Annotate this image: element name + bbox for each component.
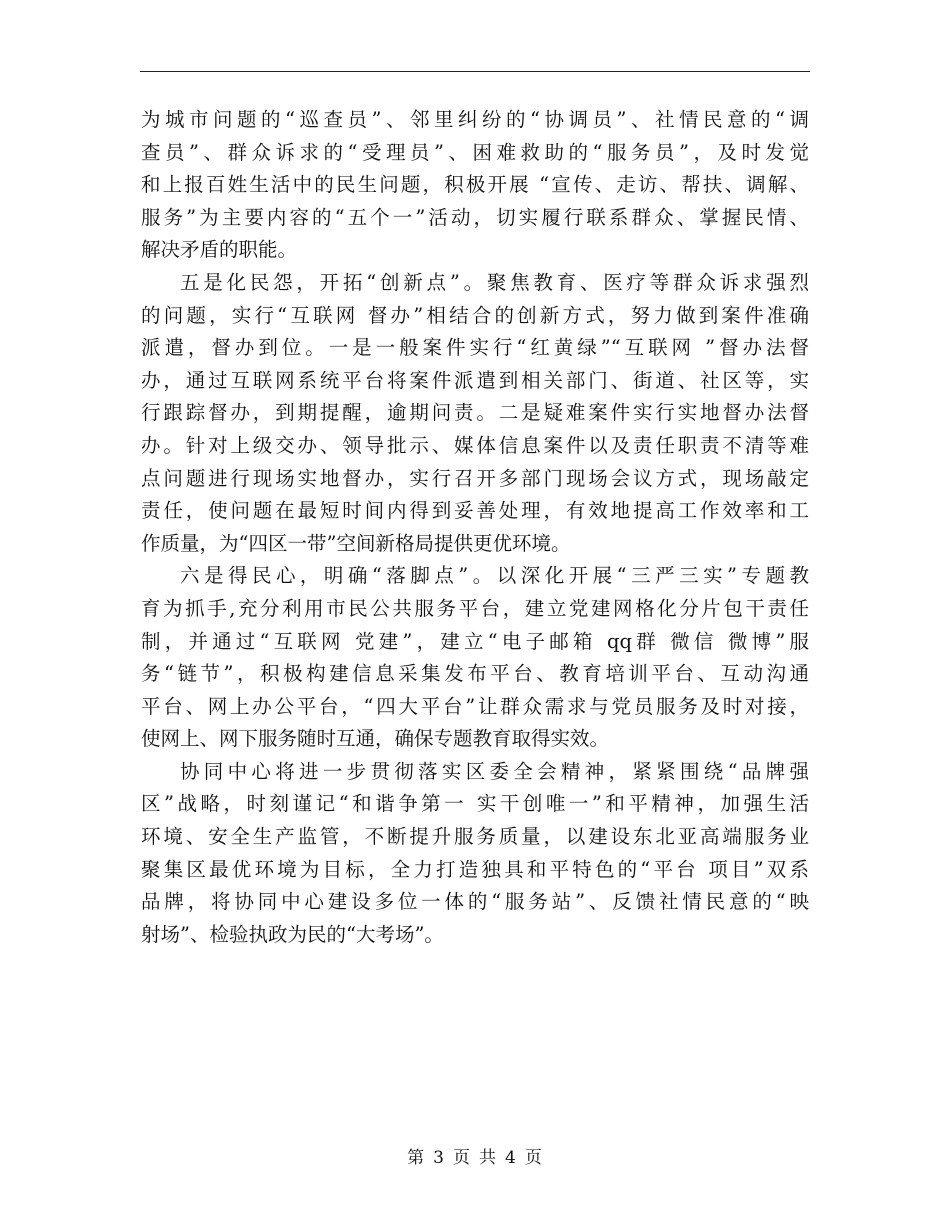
footer-page-unit: 页 (453, 1148, 471, 1168)
text-line-17: 制，并通过“互联网 党建”，建立“电子邮箱 qq群 微信 微博”服 (141, 629, 809, 653)
text-line-2: 查员”、群众诉求的“受理员”、困难救助的“服务员”，及时发觉 (141, 140, 809, 164)
text-line-18: 务“链节”，积极构建信息采集发布平台、教育培训平台、互动沟通 (141, 662, 809, 686)
header-rule (140, 71, 810, 72)
text-line-11: 办。针对上级交办、领导批示、媒体信息案件以及责任职责不清等难 (141, 433, 809, 457)
text-line-25: 品牌，将协同中心建设多位一体的“服务站”、反馈社情民意的“映 (141, 890, 809, 914)
text-line-20: 使网上、网下服务随时互通，确保专题教育取得实效。 (141, 727, 610, 751)
text-line-7: 的问题，实行“互联网 督办”相结合的创新方式，努力做到案件准确 (141, 303, 809, 327)
text-line-13: 责任，使问题在最短时间内得到妥善处理，有效地提高工作效率和工 (141, 499, 809, 523)
text-line-5: 解决矛盾的职能。 (141, 238, 298, 262)
text-line-26: 射场”、检验执政为民的“大考场”。 (141, 922, 444, 946)
page-footer (0, 1143, 950, 1168)
paragraph-start-6: 六是得民心，明确“落脚点”。以深化开展“三严三实”专题教 (180, 564, 809, 588)
text-line-16: 育为抓手,充分利用市民公共服务平台，建立党建网格化分片包干责任 (141, 596, 809, 620)
text-line-22: 区”战略，时刻谨记“和谐争第一 实干创唯一”和平精神，加强生活 (141, 792, 809, 816)
text-line-24: 聚集区最优环境为目标，全力打造独具和平特色的“平台 项目”双系 (141, 857, 809, 881)
text-line-19: 平台、网上办公平台，“四大平台”让群众需求与党员服务及时对接， (141, 694, 809, 718)
text-line-12: 点问题进行现场实地督办，实行召开多部门现场会议方式，现场敲定 (141, 466, 809, 490)
footer-total-pages: 4 (505, 1148, 517, 1168)
text-line-14: 作质量，为“四区一带”空间新格局提供更优环境。 (141, 531, 571, 555)
text-line-4: 服务”为主要内容的“五个一”活动，切实履行联系群众、掌握民情、 (141, 205, 809, 229)
text-line-8: 派遣，督办到位。一是一般案件实行“红黄绿”“互联网 ”督办法督 (141, 336, 809, 360)
document-body (141, 104, 809, 951)
text-line-1: 为城市问题的“巡查员”、邻里纠纷的“协调员”、社情民意的“调 (141, 108, 809, 131)
paragraph-start-5: 五是化民怨，开拓“创新点”。聚焦教育、医疗等群众诉求强烈 (180, 270, 809, 294)
text-line-3: 和上报百姓生活中的民生问题，积极开展 “宣传、走访、帮扶、调解、 (141, 173, 809, 197)
footer-total-unit: 页 (524, 1148, 543, 1168)
paragraph-start-conclusion: 协同中心将进一步贯彻落实区委全会精神，紧紧围绕“品牌强 (180, 759, 809, 783)
footer-page-number: 3 (433, 1148, 445, 1168)
text-line-9: 办，通过互联网系统平台将案件派遣到相关部门、街道、社区等，实 (141, 368, 809, 392)
text-line-23: 环境、安全生产监管，不断提升服务质量，以建设东北亚高端服务业 (141, 825, 809, 849)
footer-page-label: 第 (407, 1148, 426, 1168)
footer-total-label: 共 (479, 1148, 497, 1168)
text-line-10: 行跟踪督办，到期提醒，逾期问责。二是疑难案件实行实地督办法督 (141, 401, 809, 425)
